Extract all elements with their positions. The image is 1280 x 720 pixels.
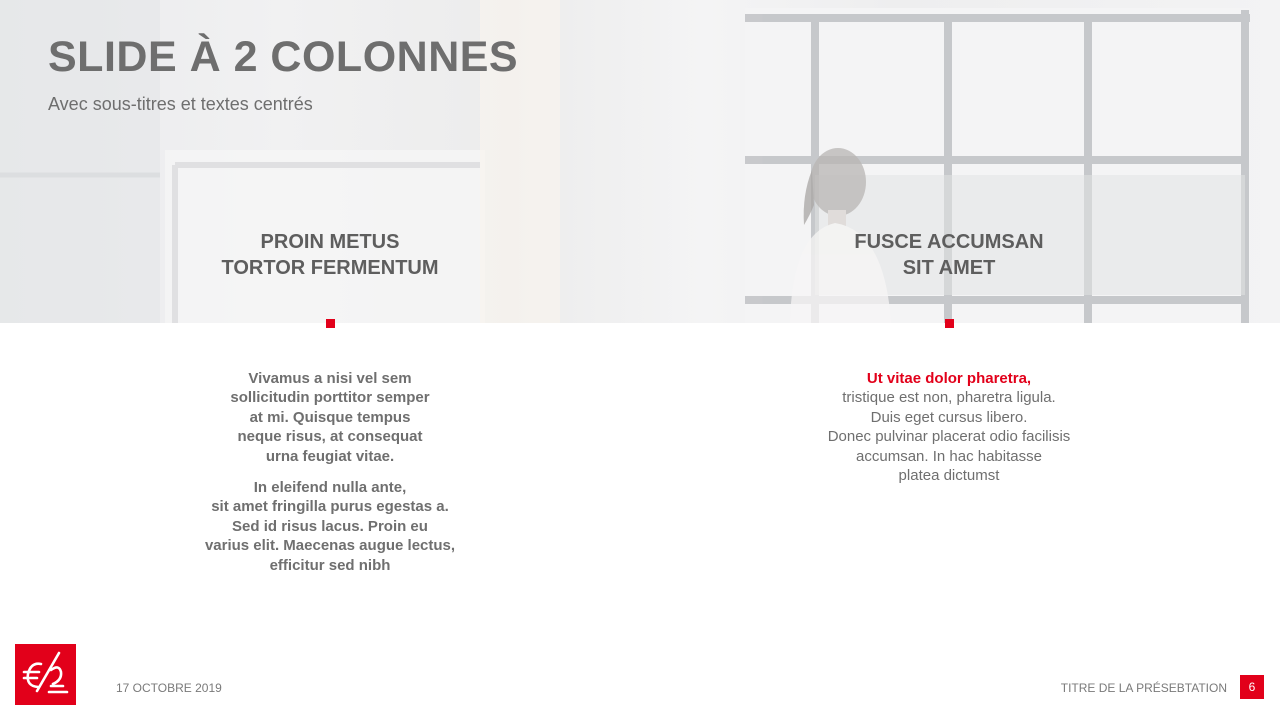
slide-subtitle: Avec sous-titres et textes centrés <box>48 94 313 114</box>
column-2-heading-line: SIT AMET <box>902 257 996 279</box>
text-line: Donec pulvinar placerat odio facilisis <box>827 428 1071 446</box>
column-1-body <box>160 369 500 575</box>
text-line: platea dictumst <box>898 467 1000 485</box>
column-2-heading-line: FUSCE ACCUMSAN <box>854 231 1044 253</box>
column-1-heading-line: PROIN METUS <box>260 231 400 253</box>
text-line: at mi. Quisque tempus <box>249 408 411 426</box>
column-1-marker <box>326 319 335 328</box>
text-line: In eleifend nulla ante, <box>253 479 407 497</box>
footer-presentation-title: TITRE DE LA PRÉSEBTATION <box>1060 681 1227 695</box>
column-2-body <box>779 369 1119 485</box>
text-line: urna feugiat vitae. <box>265 447 395 465</box>
text-line: Duis eget cursus libero. <box>870 408 1028 426</box>
caisse-epargne-squirrel-logo-icon <box>15 644 76 705</box>
text-line: Vivamus a nisi vel sem <box>248 370 412 387</box>
column-2-marker <box>945 319 954 328</box>
column-1-paragraph-1 <box>160 369 500 466</box>
column-1-heading-line: TORTOR FERMENTUM <box>221 257 439 279</box>
page-number-badge: 6 <box>1240 675 1264 699</box>
text-line: sollicitudin porttitor semper <box>230 389 430 407</box>
column-2-paragraph <box>779 369 1119 485</box>
slide-title: SLIDE À 2 COLONNES <box>48 33 519 81</box>
text-line: accumsan. In hac habitasse <box>856 447 1042 465</box>
text-line: sit amet fringilla purus egestas a. <box>211 498 449 516</box>
column-1-heading <box>150 229 510 281</box>
column-2-heading <box>769 229 1129 281</box>
column-2-highlight: Ut vitae dolor pharetra, <box>866 370 1032 387</box>
text-line: neque risus, at consequat <box>237 428 423 446</box>
text-line: varius elit. Maecenas augue lectus, <box>204 537 456 555</box>
text-line: Sed id risus lacus. Proin eu <box>232 517 428 535</box>
column-1-paragraph-2 <box>160 478 500 575</box>
footer-date: 17 OCTOBRE 2019 <box>116 681 222 695</box>
text-line: tristique est non, pharetra ligula. <box>842 389 1056 407</box>
text-line: efficitur sed nibh <box>269 556 391 574</box>
